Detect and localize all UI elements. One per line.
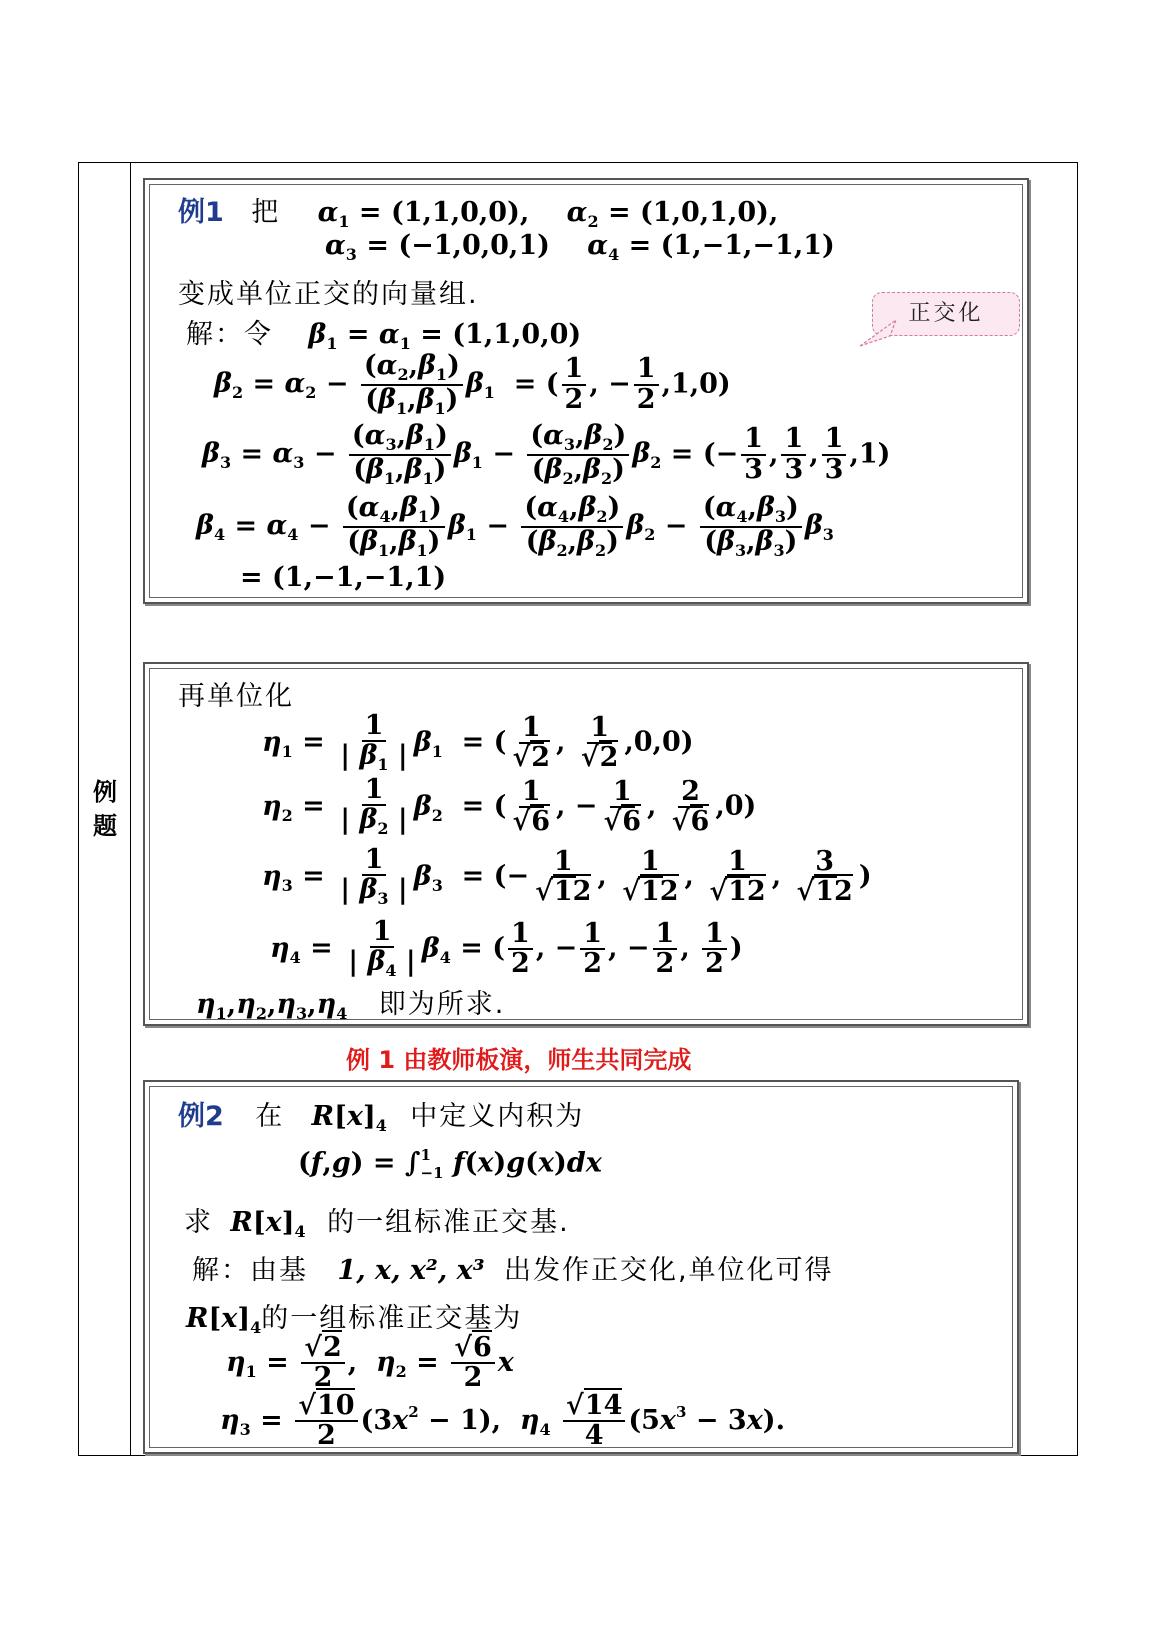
beta3-result: ,1) xyxy=(849,438,891,470)
beta1-value: (1,1,0,0) xyxy=(452,319,582,350)
example2-task-b: 的一组标准正交基. xyxy=(327,1207,570,1238)
basis-eta34-line: $\eta_3$ = $\frac{√10}{2}$ $(3x^2 - 1)$, $\eta_4$ $\frac{√14}{4}$ $(5x^3 - 3x)$. xyxy=(220,1390,785,1452)
example2-solution xyxy=(192,1248,834,1287)
example1-title: 例1 xyxy=(178,197,224,228)
side-label-char-1: 例 xyxy=(93,778,117,806)
example2-title: 例2 xyxy=(178,1101,224,1132)
solution-label: 解：令 xyxy=(186,319,273,350)
beta4-line: $\beta_4 = \alpha_4$ − $\frac{(\alpha_4,\beta_1)}{(\beta_1,\beta_1)}$ $\beta_1$ − $\frac{(\alpha_4,\beta_2)}{(\beta_2,\beta_2)}$ $\beta_2$ − $\frac{(\alpha_4,\beta_3)}{(\beta_3,\beta_3)}$ $\beta_3$ xyxy=(196,492,834,560)
example2-intro-b: 中定义内积为 xyxy=(410,1101,585,1132)
example2-basis: 1, x, x², x³ xyxy=(337,1255,485,1286)
example2-solution-b: 出发作正交化,单位化可得 xyxy=(503,1255,834,1286)
normalize-heading: 再单位化 xyxy=(178,681,294,712)
example1-task: 变成单位正交的向量组. xyxy=(178,279,479,310)
beta3-line: $\beta_3 = \alpha_3$ − $\frac{(\alpha_3,\beta_1)}{(\beta_1,\beta_1)}$ $\beta_1$ − $\frac{(\alpha_3,\beta_2)}{(\beta_2,\beta_2)}$ $\beta_2$ = (− $\frac{1}{3}$ , $\frac{1}{3}$ , $\frac{1}{3}$ ,1) xyxy=(202,420,891,488)
beta4-result: = (1,−1,−1,1) xyxy=(240,562,447,593)
side-label-char-2: 题 xyxy=(93,812,117,840)
beta1-line: 解：令 $\beta_1 = \alpha_1 = (1,1,0,0)$ xyxy=(186,319,582,353)
beta2-line: $\beta_2 = \alpha_2$ − $\frac{(\alpha_2,\beta_1)}{(\beta_1,\beta_1)}$ $\beta_1$ = ( $\frac{1}{2}$ , − $\frac{1}{2}$ ,1,0) xyxy=(214,350,731,418)
example1-header: 例1 把 $\alpha_1 = (1,1,0,0)$, $\alpha_2 = (1,0,1,0)$, xyxy=(178,197,779,231)
eta1-line: $\eta_1$ = $\frac{1}{| \beta_1 |}$ $\beta_1$ = ( $\frac{1}{√2}$ , $\frac{1}{√2}$ ,0,0) xyxy=(262,710,694,775)
alpha4-value: (1,−1,−1,1) xyxy=(660,230,835,261)
normalize-conclusion-line: $\eta_1,\eta_2,\eta_3,\eta_4$ 即为所求. xyxy=(196,989,506,1023)
example2-solution-a: 解：由基 xyxy=(192,1255,308,1286)
eta4-line: $\eta_4$ = $\frac{1}{| \beta_4 |}$ $\beta_4$ = ( $\frac{1}{2}$ , − $\frac{1}{2}$ , − $\frac{1}{2}$ , $\frac{1}{2}$ ) xyxy=(270,916,743,981)
side-column xyxy=(79,163,131,1455)
example2-task: 求 $R[x]_4$ 的一组标准正交基. xyxy=(184,1207,570,1241)
teacher-note: 例 1 由教师板演，师生共同完成 xyxy=(346,1046,692,1074)
alpha2-value: (1,0,1,0), xyxy=(640,197,779,228)
eta2-line: $\eta_2$ = $\frac{1}{| \beta_2 |}$ $\beta_2$ = ( $\frac{1}{√6}$ , − $\frac{1}{√6}$ , $\frac{2}{√6}$ ,0) xyxy=(262,774,757,839)
inner-product-formula: (f,g) = ∫ 1 −1 f(x)g(x)dx xyxy=(298,1146,602,1182)
alpha1-value: (1,1,0,0), xyxy=(390,197,530,228)
normalize-conclusion: 即为所求. xyxy=(378,989,506,1020)
example1-verb: 把 xyxy=(251,197,281,228)
example2-task-a: 求 xyxy=(184,1207,213,1238)
example2-result-line: $R[x]_4$的一组标准正交基为 xyxy=(186,1303,523,1337)
basis-eta12-line: $\eta_1$ = $\frac{√2}{2}$ , $\eta_2$ = $\frac{√6}{2}$ x xyxy=(226,1332,514,1394)
example2-header: 例2 在 $R[x]_4$ 中定义内积为 xyxy=(178,1101,585,1135)
example2-result-text: 的一组标准正交基为 xyxy=(261,1303,523,1334)
example1-line2: $\alpha_3 = (-1,0,0,1) \alpha_4 = (1,-1,-1,1)$ xyxy=(325,230,835,264)
beta2-result: ,1,0) xyxy=(661,368,731,400)
orthogonalize-callout: 正交化 xyxy=(872,292,1020,336)
side-label xyxy=(79,775,131,843)
example2-intro-a: 在 xyxy=(255,1101,285,1132)
eta3-line: $\eta_3$ = $\frac{1}{| \beta_3 |}$ $\beta_3$ = (− $\frac{1}{√12}$ , $\frac{1}{√12}$ , $\frac{1}{√12}$ , $\frac{3}{√12}$ ) xyxy=(262,844,872,909)
alpha3-value: (−1,0,0,1) xyxy=(398,230,550,261)
callout-tail-icon xyxy=(858,318,898,348)
